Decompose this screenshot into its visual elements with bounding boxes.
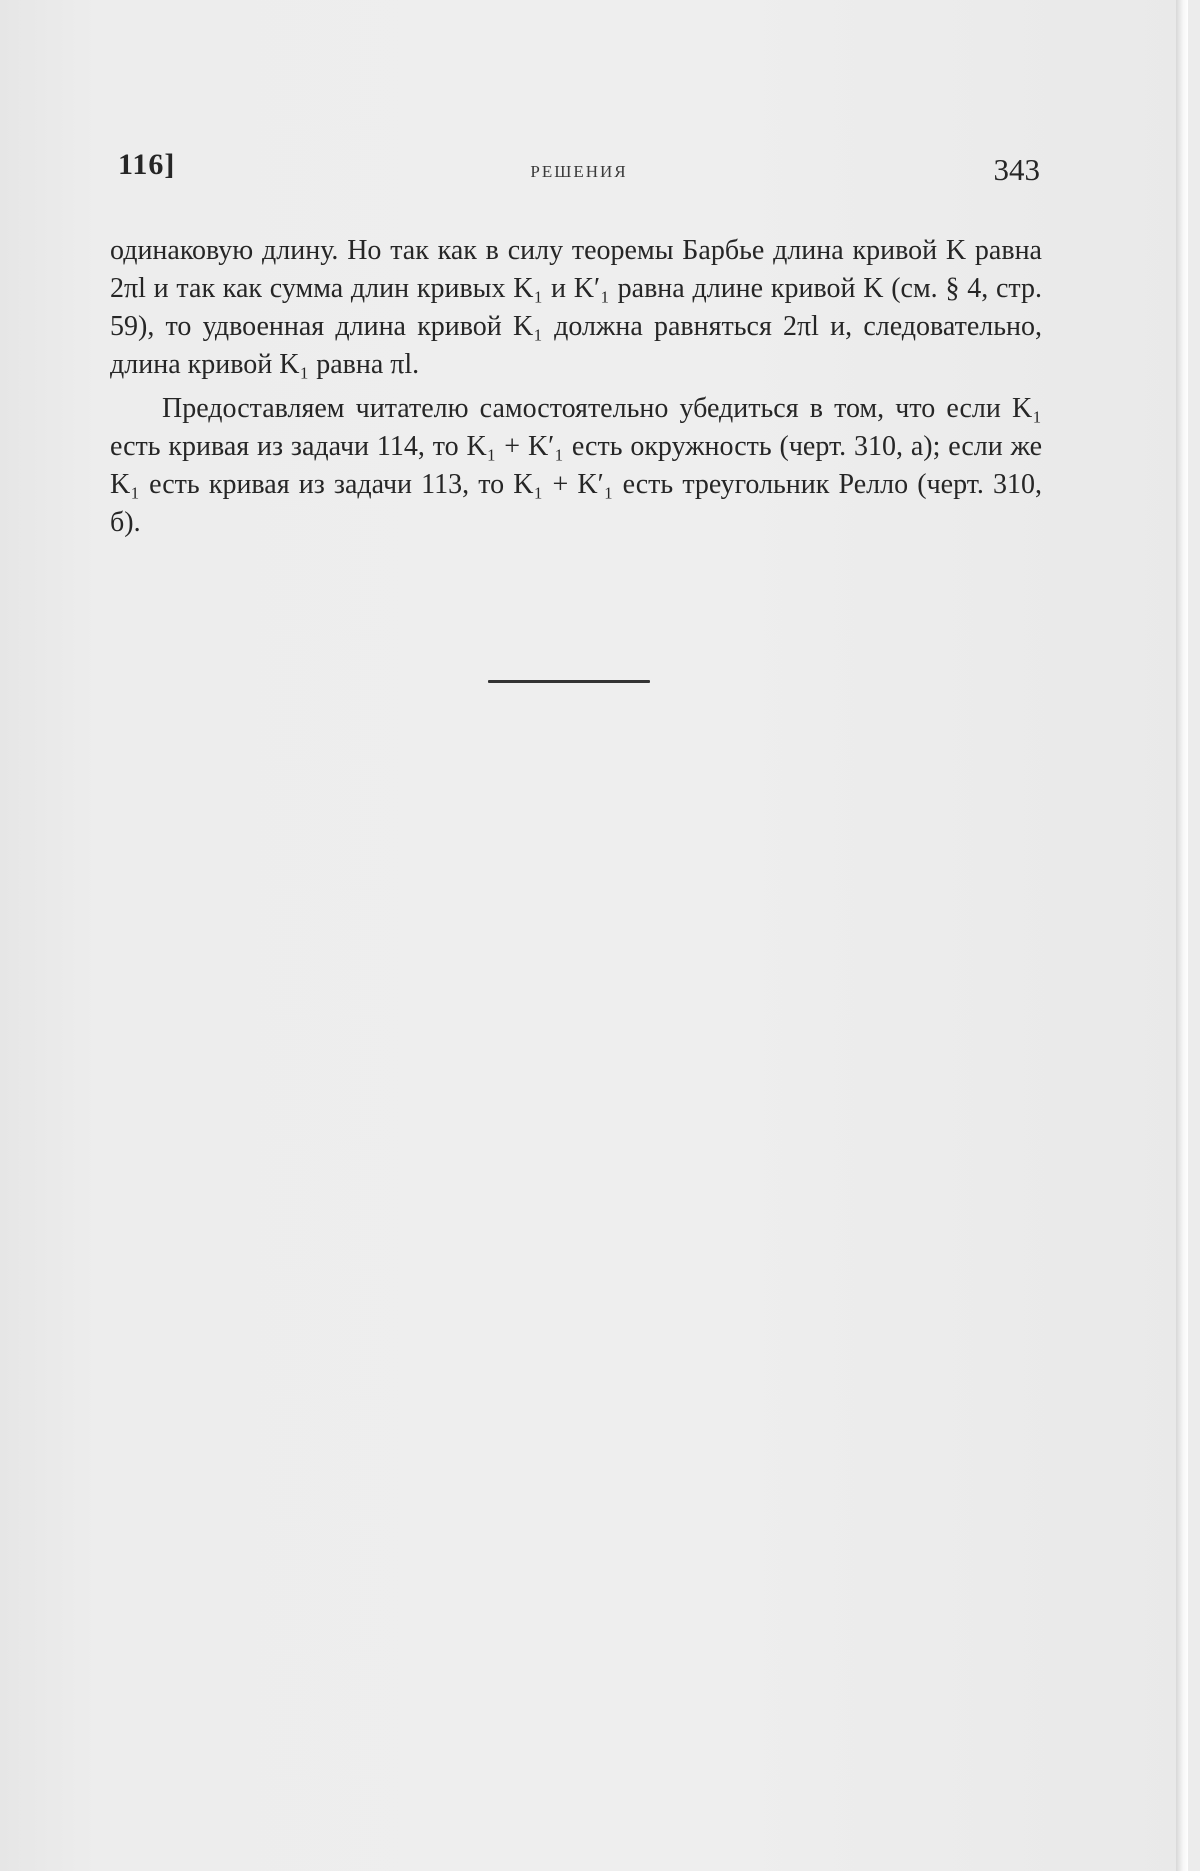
body-text bbox=[110, 232, 1042, 542]
running-title: РЕШЕНИЯ bbox=[530, 162, 628, 181]
paragraph: Предоставляем читателю самостоятельно убедиться в том, что если K₁ есть кривая из задачи 114, то K₁ + K′₁ есть окружность (черт. 310, а); если же K₁ есть кривая из задачи 113, то K₁ + K′₁ есть треугольник Релло (черт. 310, б). bbox=[110, 393, 1042, 538]
page-edge bbox=[1176, 0, 1188, 1871]
page-number: 343 bbox=[993, 152, 1040, 187]
running-header bbox=[118, 148, 1040, 192]
end-of-chapter-rule bbox=[488, 680, 650, 683]
paragraph: одинаковую длину. Но так как в силу теоремы Барбье длина кривой K равна 2πl и так как сумма длин кривых K₁ и K′₁ равна длине кривой K (см. § 4, стр. 59), то удвоенная длина кривой K₁ должна равняться 2πl и, следовательно, длина кривой K₁ равна πl. bbox=[110, 235, 1042, 380]
section-number: 116] bbox=[118, 148, 176, 181]
